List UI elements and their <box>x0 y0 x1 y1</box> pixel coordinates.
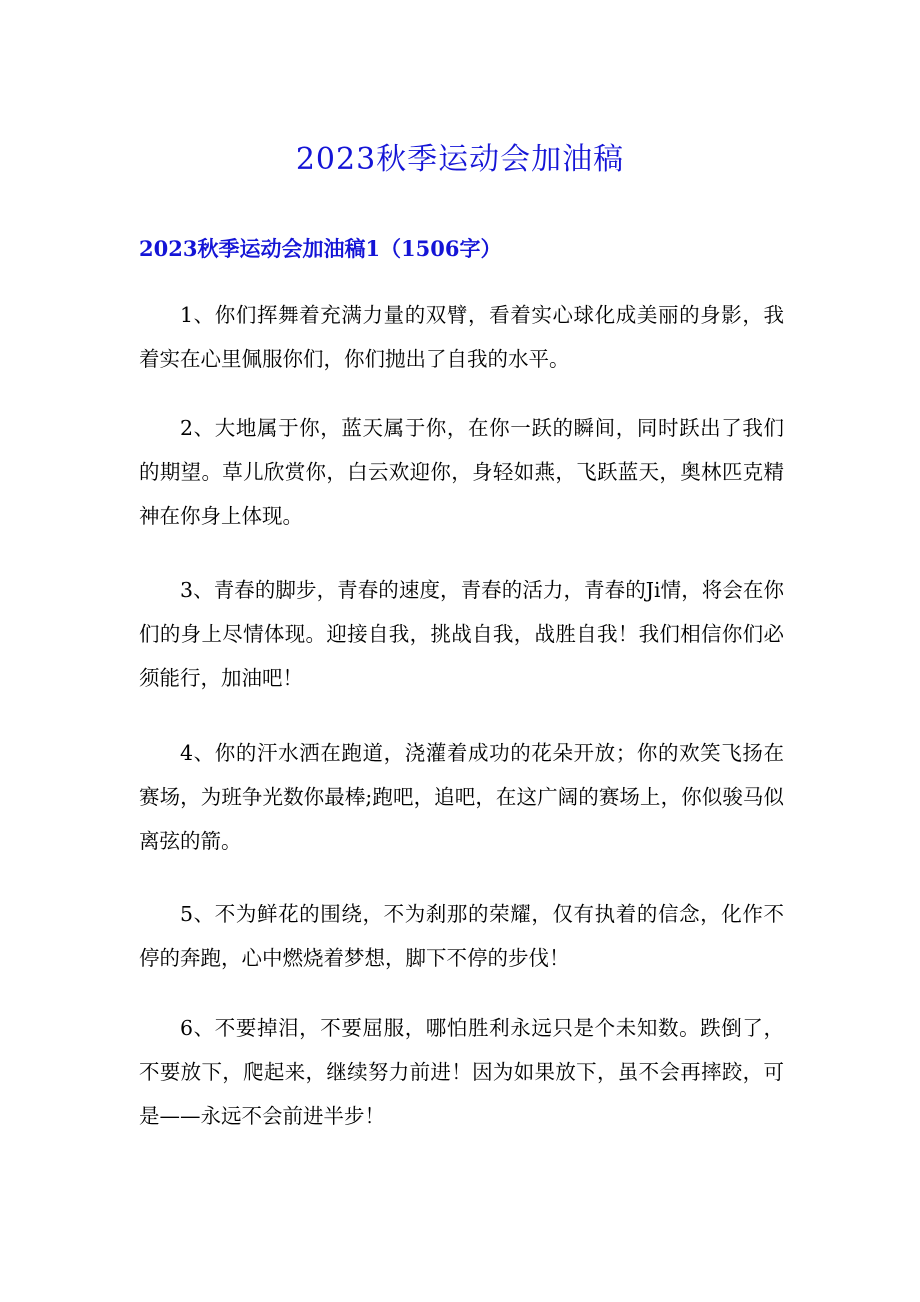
paragraph-1: 1、你们挥舞着充满力量的双臂，看着实心球化成美丽的身影，我着实在心里佩服你们，你们抛出了自我的水平。 <box>139 303 784 371</box>
paragraph-3: 3、青春的脚步，青春的速度，青春的活力，青春的Ji情，将会在你们的身上尽情体现。迎接自我，挑战自我，战胜自我！我们相信你们必须能行，加油吧！ <box>139 578 784 690</box>
document-title: 2023秋季运动会加油稿 <box>295 142 625 177</box>
section-heading: 2023秋季运动会加油稿1（1506字） <box>139 236 502 261</box>
paragraph-2: 2、大地属于你，蓝天属于你，在你一跃的瞬间，同时跃出了我们的期望。草儿欣赏你，白云欢迎你，身轻如燕，飞跃蓝天，奥林匹克精神在你身上体现。 <box>139 416 784 528</box>
paragraph-4: 4、你的汗水洒在跑道，浇灌着成功的花朵开放；你的欢笑飞扬在赛场，为班争光数你最棒;跑吧，追吧，在这广阔的赛场上，你似骏马似离弦的箭。 <box>139 741 784 853</box>
paragraph-5: 5、不为鲜花的围绕，不为刹那的荣耀，仅有执着的信念，化作不停的奔跑，心中燃烧着梦想，脚下不停的步伐！ <box>139 902 784 970</box>
paragraph-6: 6、不要掉泪，不要屈服，哪怕胜利永远只是个未知数。跌倒了，不要放下，爬起来，继续努力前进！因为如果放下，虽不会再摔跤，可是——永远不会前进半步！ <box>139 1016 784 1128</box>
